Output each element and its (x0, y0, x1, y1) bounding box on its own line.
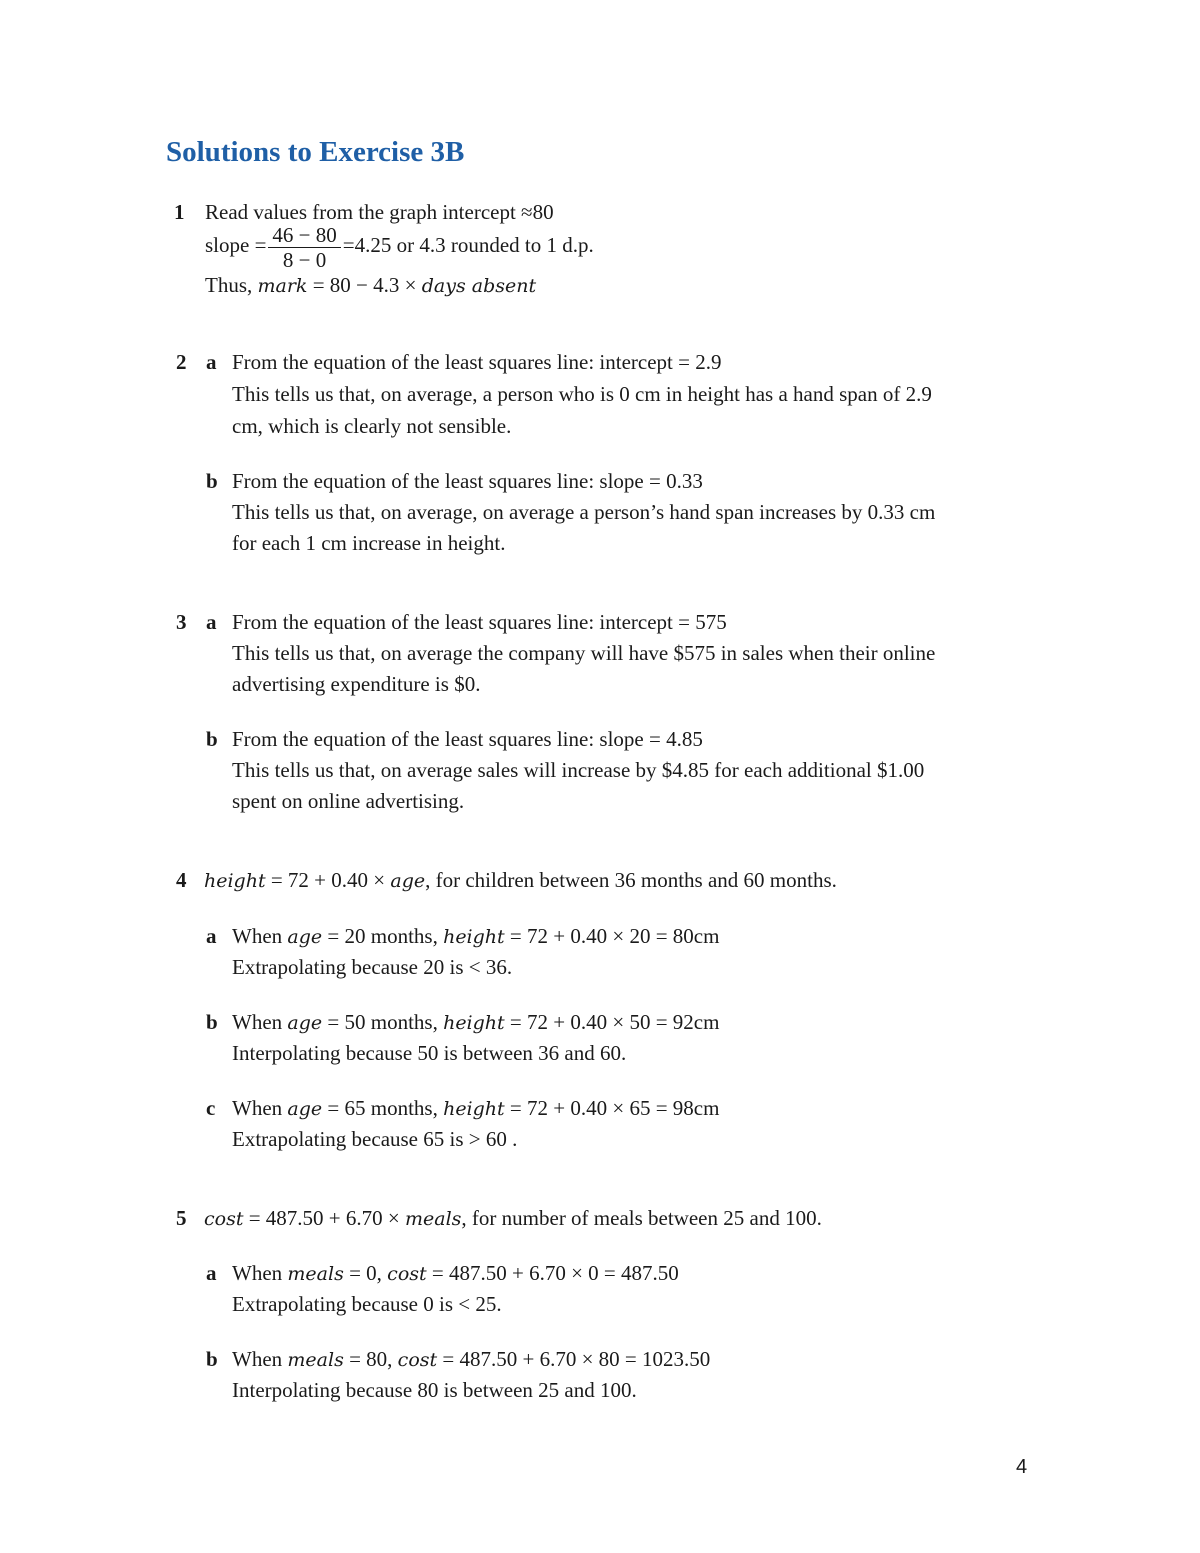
q2b-line-2: This tells us that, on average, on average a person’s hand span increases by 0.33 cm (232, 500, 936, 524)
q5-eq-tail: , for number of meals between 25 and 100. (461, 1206, 822, 1230)
q4-part-c-letter: c (206, 1096, 216, 1120)
q3a-line-1: From the equation of the least squares line: intercept = 575 (232, 610, 727, 634)
q2-part-b-letter: b (206, 469, 218, 493)
q4c-when: When (232, 1096, 288, 1120)
q1-thus: Thus, (205, 273, 253, 297)
q4b-var-age: age (287, 1012, 323, 1034)
q4-part-a-letter: a (206, 924, 217, 948)
q5b-when: When (232, 1347, 288, 1371)
q2a-line-2: This tells us that, on average, a person who is 0 cm in height has a hand span of 2.9 (232, 382, 932, 406)
q5b-eq2: = 487.50 + 6.70 × 80 = 1023.50 (437, 1347, 711, 1371)
q1-slope-prefix: slope = (205, 233, 267, 257)
q5-equation-line (204, 1206, 822, 1231)
q3a-line-2: This tells us that, on average the company will have $575 in sales when their online (232, 641, 936, 665)
question-5-number: 5 (176, 1206, 187, 1230)
q1-var-days-absent: days absent (421, 275, 537, 297)
q5-eq-mid: = 487.50 + 6.70 × (243, 1206, 405, 1230)
page-title: Solutions to Exercise 3B (166, 136, 465, 168)
q5-var-meals: meals (405, 1208, 462, 1230)
page-number: 4 (1016, 1456, 1028, 1478)
q4a-var-height: height (443, 926, 505, 948)
q4a-when: When (232, 924, 288, 948)
q4a-var-age: age (287, 926, 323, 948)
q4b-eq1: = 50 months, (322, 1010, 444, 1034)
q3b-line-3: spent on online advertising. (232, 789, 465, 813)
q4-eq-mid: = 72 + 0.40 × (265, 868, 391, 892)
q4b-var-height: height (443, 1012, 505, 1034)
q4-var-age: age (390, 870, 426, 892)
question-3-number: 3 (176, 610, 187, 634)
q3b-line-2: This tells us that, on average sales will increase by $4.85 for each additional $1.00 (232, 758, 925, 782)
q4b-eq2: = 72 + 0.40 × 50 = 92cm (504, 1010, 720, 1034)
q2b-line-3: for each 1 cm increase in height. (232, 531, 506, 555)
q5a-eq1: = 0, (343, 1261, 388, 1285)
q5b-eq1: = 80, (343, 1347, 398, 1371)
q2a-line-3: cm, which is clearly not sensible. (232, 414, 512, 438)
q4a-eq2: = 72 + 0.40 × 20 = 80cm (504, 924, 720, 948)
q1-equation-line (205, 273, 536, 298)
q5a-line-2: Extrapolating because 0 is < 25. (232, 1292, 502, 1316)
q5a-var-meals: meals (287, 1263, 344, 1285)
q3-part-a-letter: a (206, 610, 217, 634)
q2b-line-1: From the equation of the least squares line: slope = 0.33 (232, 469, 703, 493)
q4a-eq1: = 20 months, (322, 924, 444, 948)
q1-fraction-numerator: 46 − 80 (268, 224, 340, 248)
q5b-var-cost: cost (397, 1349, 438, 1371)
q1-fraction (268, 224, 340, 271)
q3b-line-1: From the equation of the least squares line: slope = 4.85 (232, 727, 703, 751)
q4c-var-age: age (287, 1098, 323, 1120)
question-2-number: 2 (176, 350, 187, 374)
q5-part-b-letter: b (206, 1347, 218, 1371)
q4b-line-2: Interpolating because 50 is between 36 and 60. (232, 1041, 627, 1065)
q4-eq-tail: , for children between 36 months and 60 months. (425, 868, 837, 892)
q3a-line-3: advertising expenditure is $0. (232, 672, 481, 696)
q4c-eq2: = 72 + 0.40 × 65 = 98cm (504, 1096, 720, 1120)
q4a-line-1 (232, 924, 719, 949)
q4b-line-1 (232, 1010, 719, 1035)
q5-var-cost: cost (204, 1208, 244, 1230)
q5a-line-1 (232, 1261, 679, 1286)
q4c-line-2: Extrapolating because 65 is > 60 . (232, 1127, 518, 1151)
q1-fraction-denominator: 8 − 0 (282, 247, 327, 272)
q5b-line-2: Interpolating because 80 is between 25 and 100. (232, 1378, 637, 1402)
q4-var-height: height (204, 870, 266, 892)
q1-var-mark: mark (257, 275, 308, 297)
q2-part-a-letter: a (206, 350, 217, 374)
q4c-eq1: = 65 months, (322, 1096, 444, 1120)
q4c-var-height: height (443, 1098, 505, 1120)
q4a-line-2: Extrapolating because 20 is < 36. (232, 955, 513, 979)
q3-part-b-letter: b (206, 727, 218, 751)
question-4-number: 4 (176, 868, 187, 892)
q1-line-1: Read values from the graph intercept ≈80 (205, 200, 554, 224)
q5a-eq2: = 487.50 + 6.70 × 0 = 487.50 (426, 1261, 679, 1285)
q5a-var-cost: cost (387, 1263, 427, 1285)
q4-equation-line (204, 868, 837, 893)
q1-slope-line (205, 222, 594, 271)
q5b-var-meals: meals (287, 1349, 344, 1371)
q4b-when: When (232, 1010, 288, 1034)
question-1-number: 1 (174, 200, 185, 224)
q1-slope-suffix: =4.25 or 4.3 rounded to 1 d.p. (342, 233, 594, 257)
q2a-line-1: From the equation of the least squares line: intercept = 2.9 (232, 350, 722, 374)
q4-part-b-letter: b (206, 1010, 218, 1034)
q5b-line-1 (232, 1347, 710, 1372)
q1-eq-mid: = 80 − 4.3 × (307, 273, 422, 297)
q5a-when: When (232, 1261, 288, 1285)
q4c-line-1 (232, 1096, 719, 1121)
q5-part-a-letter: a (206, 1261, 217, 1285)
